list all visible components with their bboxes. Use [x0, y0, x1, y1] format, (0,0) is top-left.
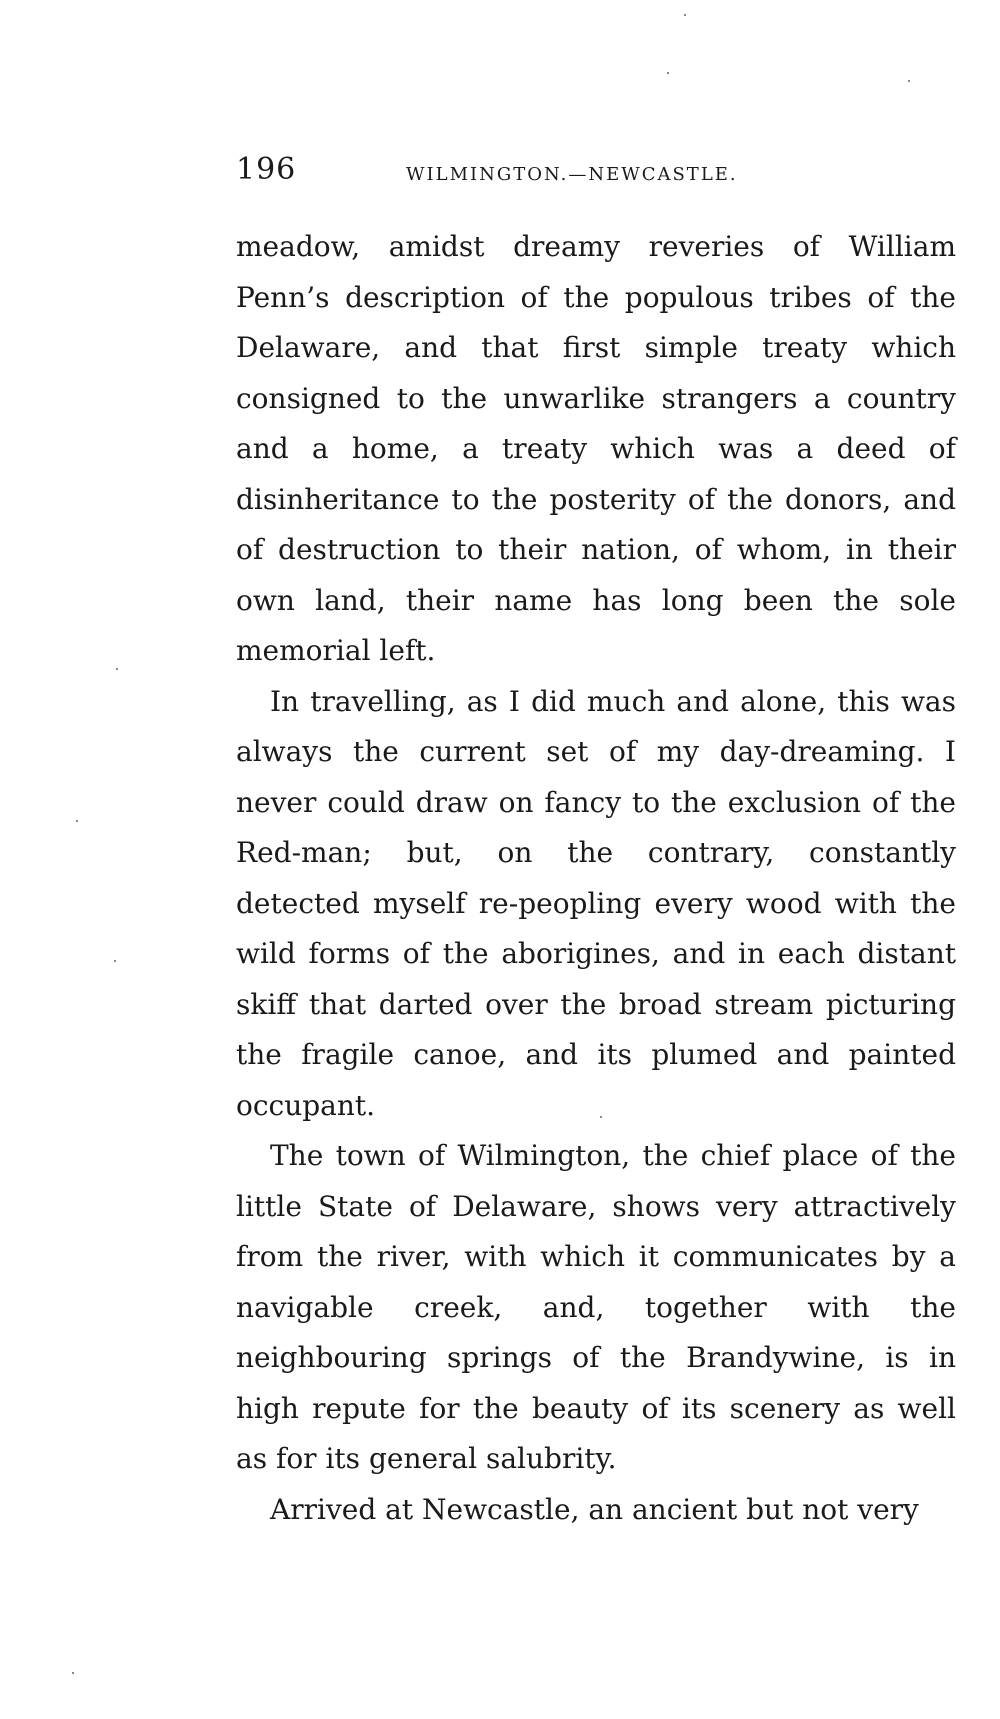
running-title: WILMINGTON.—NEWCASTLE.: [406, 164, 738, 185]
scan-speck: [908, 80, 910, 82]
paragraph: The town of Wilmington, the chief place of the little State of Delaware, shows very attractively from the river, with which it communicates by a navigable creek, and, together with the neighbouring springs of the Brandywine, is in high repute for the beauty of its scenery as well as for its general salubrity.: [236, 1139, 956, 1475]
scan-speck: [684, 14, 686, 16]
scan-speck: [600, 1116, 602, 1118]
page-header: [236, 152, 956, 192]
scan-speck: [116, 668, 118, 670]
body-text: [236, 222, 956, 1535]
scan-speck: [667, 72, 669, 74]
scan-speck: [76, 820, 78, 822]
scan-speck: [114, 960, 116, 962]
page-number: 196: [236, 152, 297, 187]
scan-speck: [72, 1672, 74, 1674]
paragraph: In travelling, as I did much and alone, this was always the current set of my day-dreaming. I never could draw on fancy to the exclusion of the Red-man; but, on the contrary, constantly detected myself re-peopling every wood with the wild forms of the aborigines, and in each distant skiff that darted over the broad stream picturing the fragile canoe, and its plumed and painted occupant.: [236, 684, 956, 1122]
paragraph-last: Arrived at Newcastle, an ancient but not very: [270, 1492, 919, 1526]
paragraph-continued: meadow, amidst dreamy reveries of William Penn’s description of the populous tribes of the Delaware, and that first simple treaty which consigned to the unwarlike strangers a country and a home, a treaty which was a deed of disinheritance to the posterity of the donors, and of destruction to their nation, of whom, in their own land, their name has long been the sole memorial left.: [236, 230, 956, 667]
